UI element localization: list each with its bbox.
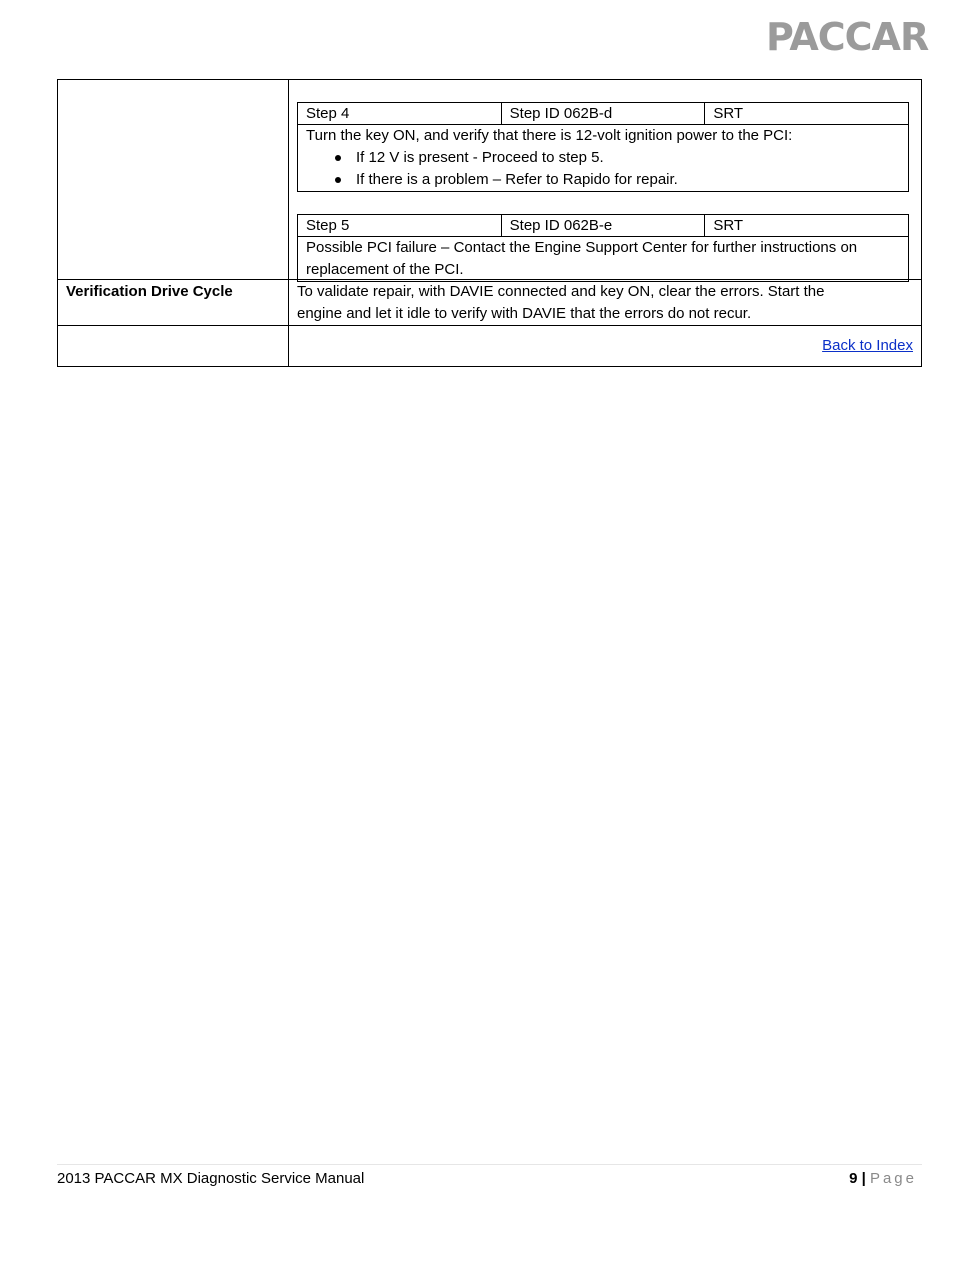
step-5-type: SRT [705,215,909,237]
verification-line-2: engine and let it idle to verify with DAVIE that the errors do not recur. [297,305,752,322]
step-5-id: Step ID 062B-e [501,215,705,237]
empty-label-cell [58,80,289,280]
verification-line-1: To validate repair, with DAVIE connected and key ON, clear the errors. Start the [297,283,825,300]
footer-divider [57,1164,922,1165]
step-4-label: Step 4 [298,103,502,125]
step-5-label: Step 5 [298,215,502,237]
paccar-logo: PACCAR [766,15,929,59]
verification-text [289,280,922,326]
page-word: Page [869,1170,917,1187]
step-4-type: SRT [705,103,909,125]
back-to-index-link[interactable]: Back to Index [822,337,913,354]
page-number: 9 [849,1170,858,1187]
procedure-table [57,79,922,367]
steps-cell [289,80,922,280]
bullet-item: If 12 V is present - Proceed to step 5. [356,147,900,169]
page-indicator [849,1168,917,1190]
step-4-id: Step ID 062B-d [501,103,705,125]
bullet-item: If there is a problem – Refer to Rapido for repair. [356,169,900,191]
back-link-cell [289,326,922,367]
page-separator: | [861,1170,866,1187]
step-5-table [297,214,909,282]
step-4-instruction: Turn the key ON, and verify that there is 12-volt ignition power to the PCI: [306,127,793,144]
step-4-bullets [306,147,900,191]
verification-label: Verification Drive Cycle [58,280,289,326]
step-5-text-line-2: replacement of the PCI. [306,261,464,278]
step-4-body [298,125,909,192]
step-5-body [298,237,909,282]
step-4-table [297,102,909,192]
step-5-text-line-1: Possible PCI failure – Contact the Engine Support Center for further instructions on [306,239,858,256]
footer-title: 2013 PACCAR MX Diagnostic Service Manual [57,1170,365,1187]
empty-cell [58,326,289,367]
